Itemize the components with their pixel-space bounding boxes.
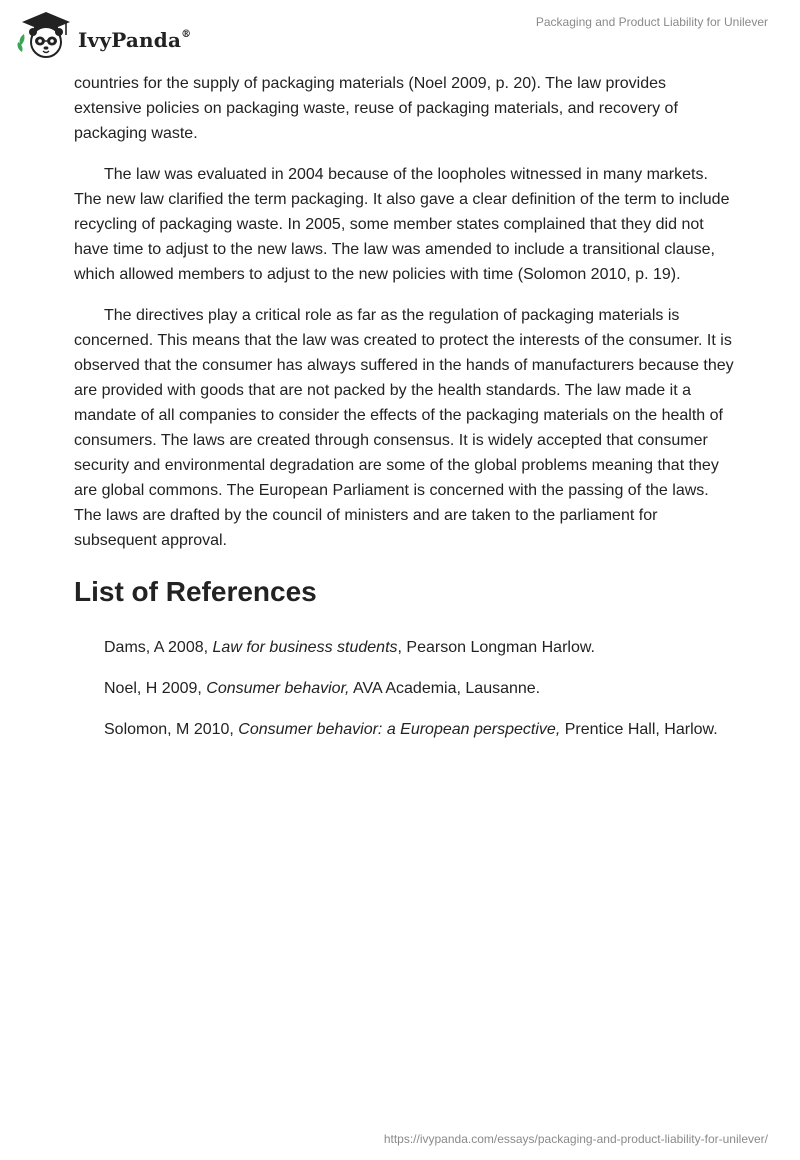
paragraph: The law was evaluated in 2004 because of the loopholes witnessed in many markets. The new law clarified the term packaging. It also gave a clear definition of the term to include recycling of packaging waste. In 2005, some member states complained that they did not have time to adjust to the new laws. The law was amended to include a transitional clause, which allowed members to adjust to the new policies with time (Solomon 2010, p. 19). bbox=[74, 166, 730, 283]
references-heading: List of References bbox=[74, 576, 317, 607]
reference-item: Noel, H 2009, Consumer behavior, AVA Academia, Lausanne. bbox=[104, 680, 541, 697]
essay-content bbox=[74, 71, 734, 758]
page-header bbox=[0, 0, 800, 70]
ivypanda-logo[interactable] bbox=[14, 8, 194, 60]
document-title: Packaging and Product Liability for Unilever bbox=[535, 15, 768, 29]
panda-graduate-icon bbox=[14, 8, 74, 60]
reference-item: Solomon, M 2010, Consumer behavior: a European perspective, Prentice Hall, Harlow. bbox=[104, 721, 718, 738]
paragraph: The directives play a critical role as far as the regulation of packaging materials is concerned. This means that the law was created to protect the interests of the consumer. It is observed that the consumer has always suffered in the hands of manufacturers because they are provided with goods that are not packed by the health standards. The law made it a mandate of all companies to consider the effects of the packaging materials on the health of consumers. The laws are created through consensus. It is widely accepted that consumer security and environmental degradation are some of the global problems meaning that they are global commons. The European Parliament is concerned with the passing of the laws. The laws are drafted by the council of ministers and are taken to the parliament for subsequent approval. bbox=[74, 307, 734, 549]
source-url-link[interactable]: https://ivypanda.com/essays/packaging-and-product-liability-for-unilever/ bbox=[383, 1132, 768, 1146]
reference-item: Dams, A 2008, Law for business students, Pearson Longman Harlow. bbox=[104, 639, 595, 656]
brand-name: IvyPanda® bbox=[78, 28, 192, 52]
paragraph: countries for the supply of packaging materials (Noel 2009, p. 20). The law provides extensive policies on packaging waste, reuse of packaging materials, and recovery of packaging waste. bbox=[74, 75, 678, 142]
